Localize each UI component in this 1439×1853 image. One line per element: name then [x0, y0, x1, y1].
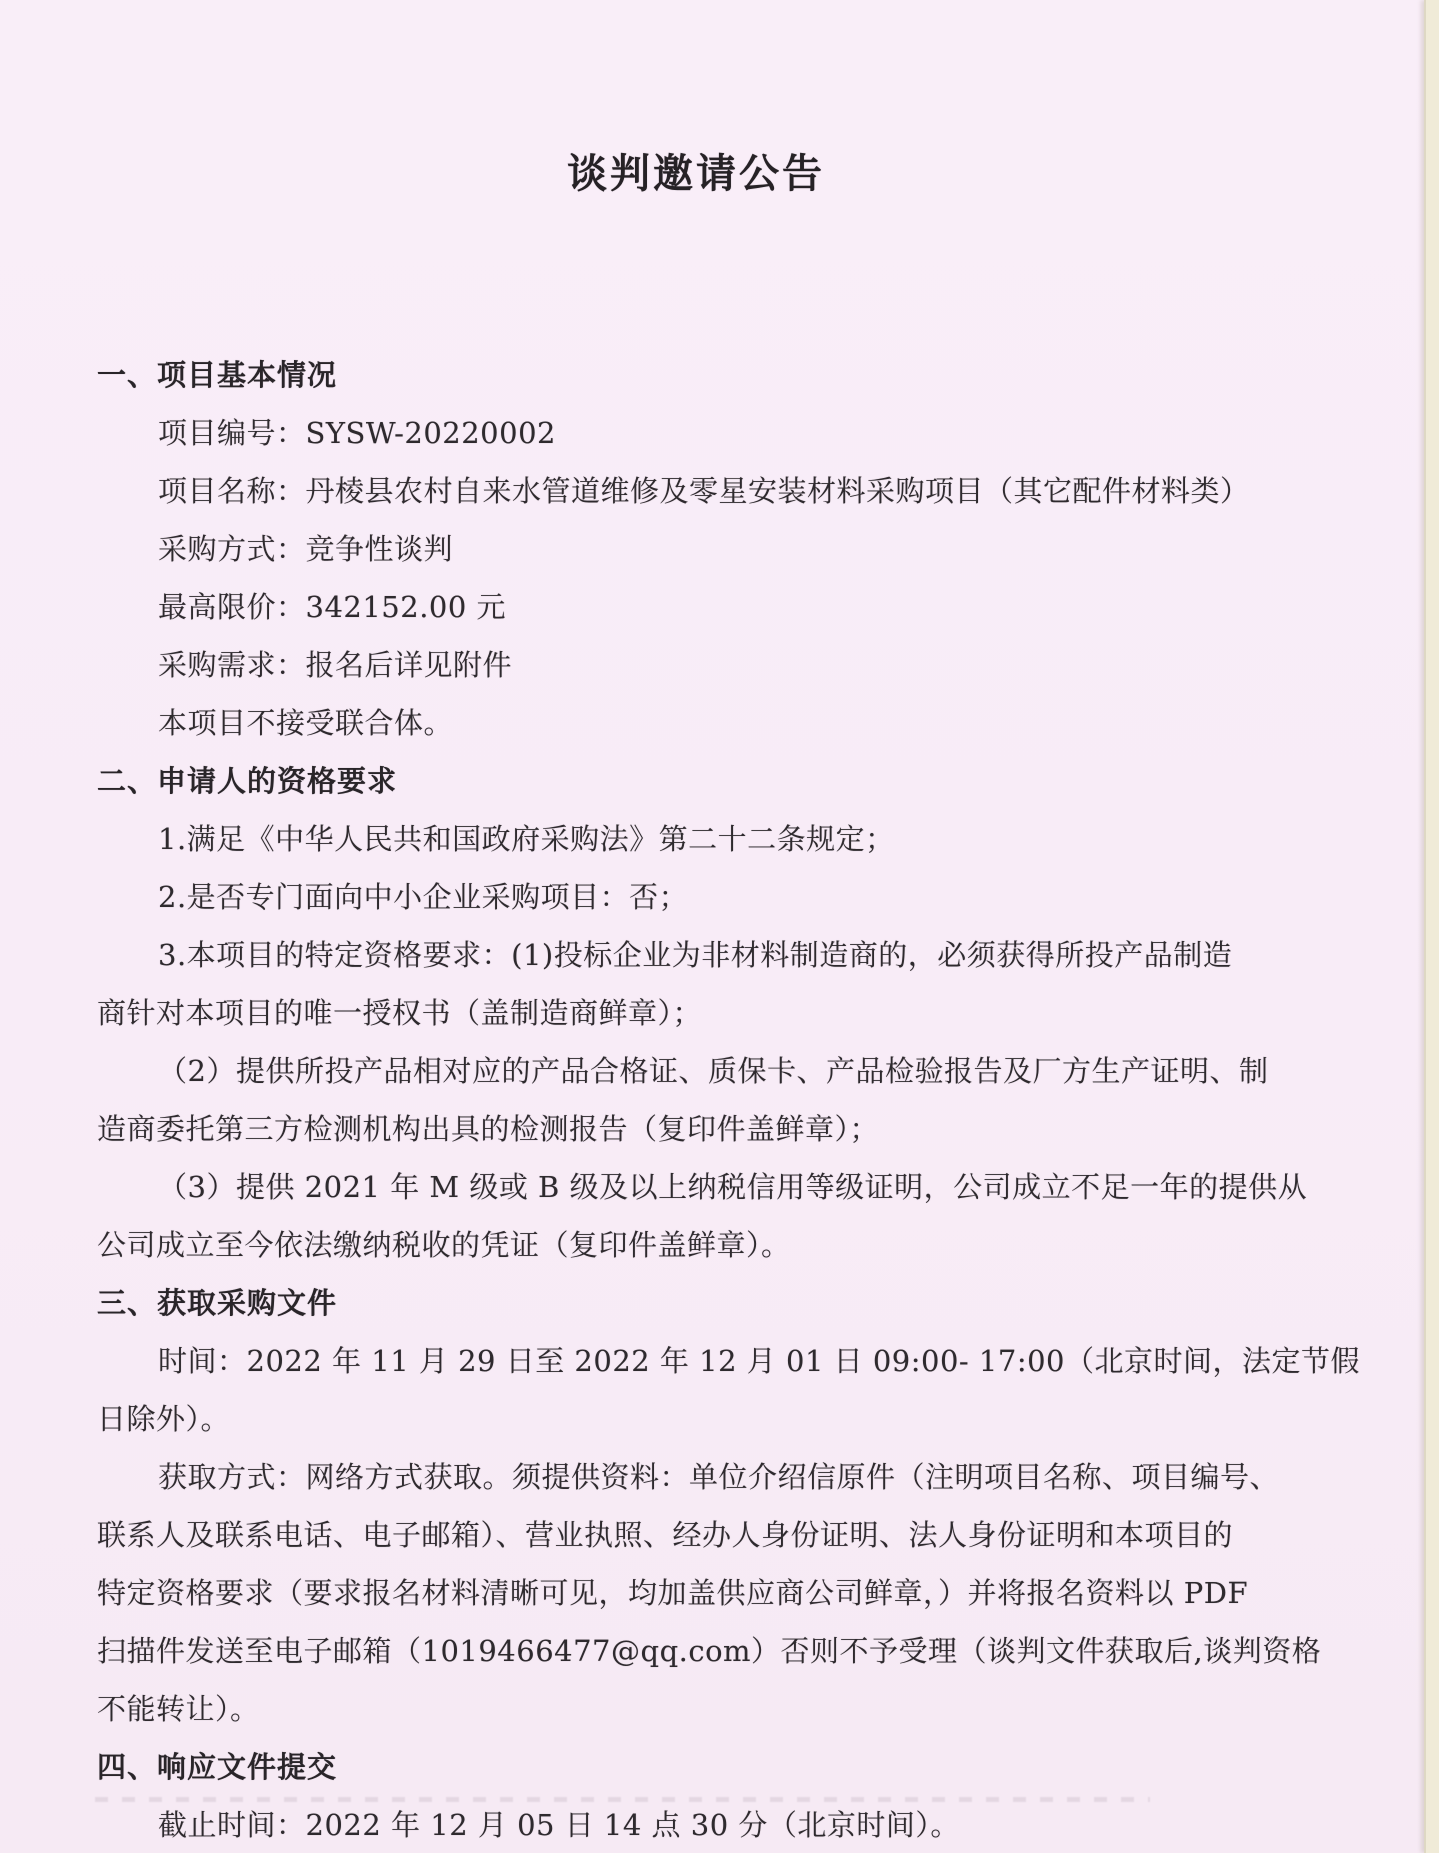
procurement-method-line: 采购方式：竞争性谈判: [158, 532, 454, 566]
document-body: [97, 346, 1360, 1853]
page-edge-strip: [1424, 0, 1439, 1853]
project-number-line: 项目编号：SYSW-20220002: [158, 416, 556, 450]
price-cap-line: 最高限价：342152.00 元: [158, 590, 507, 624]
qualification-item-3-2-line-1: （2）提供所投产品相对应的产品合格证、质保卡、产品检验报告及厂方生产证明、制: [158, 1054, 1269, 1088]
no-consortium-line: 本项目不接受联合体。: [158, 706, 454, 740]
obtain-method-line-2: 联系人及联系电话、电子邮箱）、营业执照、经办人身份证明、法人身份证明和本项目的: [97, 1518, 1234, 1552]
qualification-item-3-line-1: 3.本项目的特定资格要求：(1)投标企业为非材料制造商的，必须获得所投产品制造: [158, 938, 1233, 972]
procurement-demand-line: 采购需求：报名后详见附件: [158, 648, 513, 682]
submission-deadline-line: 截止时间：2022 年 12 月 05 日 14 点 30 分（北京时间）。: [158, 1808, 960, 1842]
obtain-time-line-1: 时间：2022 年 11 月 29 日至 2022 年 12 月 01 日 09:00- 17:00（北京时间，法定节假: [158, 1344, 1360, 1378]
document-title: 谈判邀请公告: [567, 150, 825, 197]
qualification-item-3-line-2: 商针对本项目的唯一授权书（盖制造商鲜章）；: [97, 996, 703, 1030]
section-heading-qualification: 二、申请人的资格要求: [97, 764, 398, 798]
qualification-item-3-3-line-1: （3）提供 2021 年 M 级或 B 级及以上纳税信用等级证明，公司成立不足一年的提供从: [158, 1170, 1308, 1204]
obtain-method-line-4: 扫描件发送至电子邮箱（1019466477@qq.com）否则不予受理（谈判文件获取后,谈判资格: [97, 1634, 1322, 1668]
project-name-line: 项目名称：丹棱县农村自来水管道维修及零星安装材料采购项目（其它配件材料类）: [158, 474, 1250, 508]
section-heading-project-basics: 一、项目基本情况: [97, 358, 338, 392]
qualification-item-2: 2.是否专门面向中小企业采购项目：否；: [158, 880, 689, 914]
obtain-method-line-1: 获取方式：网络方式获取。须提供资料：单位介绍信原件（注明项目名称、项目编号、: [158, 1460, 1280, 1494]
scan-smudge-artifact: [95, 1797, 1150, 1802]
section-heading-obtain-documents: 三、获取采购文件: [97, 1286, 338, 1320]
obtain-time-line-2: 日除外）。: [97, 1402, 231, 1436]
obtain-method-line-5: 不能转让）。: [97, 1692, 260, 1726]
qualification-item-1: 1.满足《中华人民共和国政府采购法》第二十二条规定；: [158, 822, 895, 856]
obtain-method-line-3: 特定资格要求（要求报名材料清晰可见，均加盖供应商公司鲜章，）并将报名资料以 PDF: [97, 1576, 1249, 1610]
section-heading-response-submission: 四、响应文件提交: [97, 1750, 338, 1784]
qualification-item-3-2-line-2: 造商委托第三方检测机构出具的检测报告（复印件盖鲜章）；: [97, 1112, 880, 1146]
qualification-item-3-3-line-2: 公司成立至今依法缴纳税收的凭证（复印件盖鲜章）。: [97, 1228, 791, 1262]
